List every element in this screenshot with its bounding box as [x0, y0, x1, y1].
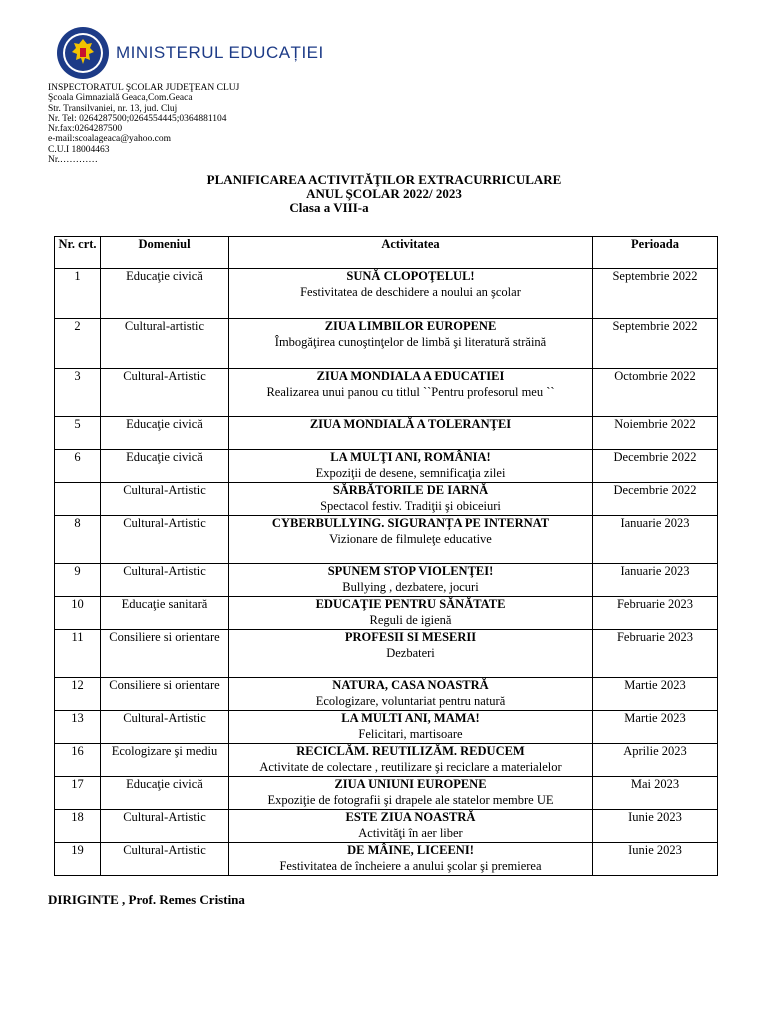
row-perioada: Octombrie 2022: [593, 369, 718, 417]
row-activitate: [229, 483, 593, 516]
activity-title: ESTE ZIUA NOASTRĂ: [345, 810, 476, 824]
row-nr: 17: [55, 777, 101, 810]
header-nr: Nr. crt.: [55, 237, 101, 269]
row-nr: 19: [55, 843, 101, 876]
activity-description: Bullying , dezbatere, jocuri: [342, 579, 479, 594]
activity-title: LA MULŢI ANI, ROMÂNIA!: [330, 450, 491, 464]
table-row: [55, 678, 718, 711]
title-line-3: Clasa a VIII-a: [289, 200, 369, 215]
table-row: [55, 483, 718, 516]
activity-description: Reguli de igienă: [369, 612, 452, 627]
address-line: Str. Transilvaniei, nr. 13, jud. Cluj: [48, 103, 178, 114]
row-nr: 2: [55, 319, 101, 369]
table-row: [55, 843, 718, 876]
row-activitate: [229, 843, 593, 876]
row-perioada: Decembrie 2022: [593, 483, 718, 516]
table-row: [55, 630, 718, 678]
fax-line: Nr.fax:0264287500: [48, 124, 123, 135]
row-nr: 11: [55, 630, 101, 678]
title-line-1: PLANIFICAREA ACTIVITĂŢILOR EXTRACURRICULARE: [206, 172, 562, 187]
row-activitate: [229, 319, 593, 369]
row-activitate: [229, 630, 593, 678]
header-domeniul: Domeniul: [101, 237, 229, 269]
activity-title: CYBERBULLYING. SIGURANȚA PE INTERNAT: [271, 516, 550, 530]
activity-description: Activităţi în aer liber: [358, 825, 463, 840]
row-perioada: Ianuarie 2023: [593, 564, 718, 597]
row-nr: [55, 483, 101, 516]
activity-description: Vizionare de filmuleţe educative: [329, 531, 492, 546]
row-activitate: [229, 269, 593, 319]
table-row: [55, 450, 718, 483]
row-activitate: [229, 450, 593, 483]
row-domeniu: Educaţie civică: [101, 417, 229, 450]
row-perioada: Februarie 2023: [593, 597, 718, 630]
row-perioada: Mai 2023: [593, 777, 718, 810]
row-domeniu: Educaţie civică: [101, 450, 229, 483]
row-domeniu: Cultural-Artistic: [101, 483, 229, 516]
cui-line: C.U.I 18004463: [48, 144, 110, 155]
table-row: [55, 744, 718, 777]
activity-title: SĂRBĂTORILE DE IARNĂ: [332, 483, 489, 497]
table-body: [55, 269, 718, 876]
inspectorate-line: INSPECTORATUL ŞCOLAR JUDEŢEAN CLUJ: [48, 83, 240, 93]
activity-description: Dezbateri: [386, 645, 435, 660]
document-title: [0, 173, 768, 215]
row-perioada: Iunie 2023: [593, 843, 718, 876]
row-perioada: Noiembrie 2022: [593, 417, 718, 450]
activity-description: Expoziţie de fotografii şi drapele ale statelor membre UE: [267, 792, 554, 807]
row-perioada: Iunie 2023: [593, 810, 718, 843]
activity-title: LA MULTI ANI, MAMA!: [341, 711, 480, 725]
row-domeniu: Cultural-Artistic: [101, 369, 229, 417]
row-nr: 10: [55, 597, 101, 630]
ministry-name: MINISTERUL EDUCAȚIEI: [116, 43, 324, 62]
ministry-logo: [56, 26, 324, 80]
activities-table: [54, 236, 718, 876]
row-perioada: Februarie 2023: [593, 630, 718, 678]
table-row: [55, 319, 718, 369]
school-name-line: Şcoala Gimnazială Geaca,Com.Geaca: [48, 93, 193, 104]
activity-title: DE MÂINE, LICEENI!: [347, 843, 474, 857]
row-activitate: [229, 744, 593, 777]
table-row: [55, 369, 718, 417]
row-perioada: Ianuarie 2023: [593, 516, 718, 564]
header-activitatea: Activitatea: [229, 237, 593, 269]
row-domeniu: Educaţie sanitară: [101, 597, 229, 630]
row-activitate: [229, 777, 593, 810]
row-perioada: Septembrie 2022: [593, 269, 718, 319]
row-perioada: Martie 2023: [593, 711, 718, 744]
row-nr: 16: [55, 744, 101, 777]
activity-title: PROFESII SI MESERII: [344, 630, 477, 644]
activity-title: SUNĂ CLOPOŢELUL!: [346, 269, 475, 283]
row-perioada: Decembrie 2022: [593, 450, 718, 483]
row-domeniu: Cultural-Artistic: [101, 711, 229, 744]
row-domeniu: Consiliere si orientare: [101, 678, 229, 711]
header-perioada: Perioada: [593, 237, 718, 269]
table-row: [55, 269, 718, 319]
row-nr: 1: [55, 269, 101, 319]
row-perioada: Aprilie 2023: [593, 744, 718, 777]
signature-line: DIRIGINTE , Prof. Remes Cristina: [48, 892, 245, 907]
activity-description: Realizarea unui panou cu titlul ``Pentru profesorul meu ``: [266, 384, 555, 399]
row-nr: 12: [55, 678, 101, 711]
row-domeniu: Cultural-Artistic: [101, 810, 229, 843]
row-nr: 6: [55, 450, 101, 483]
row-domeniu: Cultural-Artistic: [101, 564, 229, 597]
row-nr: 8: [55, 516, 101, 564]
activity-title: NATURA, CASA NOASTRĂ: [332, 678, 489, 692]
activity-description: Expoziţii de desene, semnificaţia zilei: [315, 465, 506, 480]
row-activitate: [229, 417, 593, 450]
table-row: [55, 711, 718, 744]
row-domeniu: Educaţie civică: [101, 269, 229, 319]
row-domeniu: Cultural-Artistic: [101, 843, 229, 876]
registration-number-line: Nr.…………: [48, 155, 98, 166]
activity-title: ZIUA UNIUNI EUROPENE: [334, 777, 487, 791]
table-row: [55, 516, 718, 564]
email-line: e-mail:scoalageaca@yahoo.com: [48, 134, 171, 145]
row-activitate: [229, 564, 593, 597]
row-nr: 18: [55, 810, 101, 843]
title-line-2: ANUL ŞCOLAR 2022/ 2023: [306, 186, 462, 201]
phone-line: Nr. Tel: 0264287500;0264554445;0364881104: [48, 113, 227, 124]
row-activitate: [229, 711, 593, 744]
activity-title: ZIUA MONDIALA A EDUCATIEI: [316, 369, 505, 383]
school-header: [48, 83, 239, 165]
row-activitate: [229, 369, 593, 417]
row-nr: 3: [55, 369, 101, 417]
activity-title: SPUNEM STOP VIOLENŢEI!: [327, 564, 494, 578]
activity-description: Felicitari, martisoare: [358, 726, 463, 741]
activity-description: Festivitatea de deschidere a noului an şcolar: [300, 284, 521, 299]
row-domeniu: Consiliere si orientare: [101, 630, 229, 678]
row-domeniu: Cultural-artistic: [101, 319, 229, 369]
activity-description: Spectacol festiv. Tradiţii şi obiceiuri: [320, 498, 501, 513]
row-perioada: Septembrie 2022: [593, 319, 718, 369]
activity-description: Ecologizare, voluntariat pentru natură: [315, 693, 506, 708]
table-row: [55, 564, 718, 597]
table-row: [55, 777, 718, 810]
activity-description: Îmbogăţirea cunoştinţelor de limbă şi literatură străină: [274, 334, 547, 349]
row-domeniu: Cultural-Artistic: [101, 516, 229, 564]
row-activitate: [229, 516, 593, 564]
row-activitate: [229, 678, 593, 711]
table-header-row: [55, 237, 718, 269]
table-row: [55, 597, 718, 630]
activity-title: ZIUA LIMBILOR EUROPENE: [324, 319, 497, 333]
activity-description: Activitate de colectare , reutilizare şi reciclare a materialelor: [259, 759, 562, 774]
table-row: [55, 810, 718, 843]
activity-title: EDUCAŢIE PENTRU SĂNĂTATE: [315, 597, 506, 611]
row-nr: 13: [55, 711, 101, 744]
activity-description: Festivitatea de încheiere a anului şcolar şi premierea: [279, 858, 542, 873]
table-row: [55, 417, 718, 450]
row-domeniu: Educaţie civică: [101, 777, 229, 810]
row-activitate: [229, 597, 593, 630]
row-perioada: Martie 2023: [593, 678, 718, 711]
row-nr: 9: [55, 564, 101, 597]
row-activitate: [229, 810, 593, 843]
activity-title: ZIUA MONDIALĂ A TOLERANŢEI: [309, 417, 512, 431]
romanian-government-seal-icon: [56, 26, 110, 80]
row-domeniu: Ecologizare şi mediu: [101, 744, 229, 777]
activity-title: RECICLĂM. REUTILIZĂM. REDUCEM: [296, 744, 525, 758]
row-nr: 5: [55, 417, 101, 450]
